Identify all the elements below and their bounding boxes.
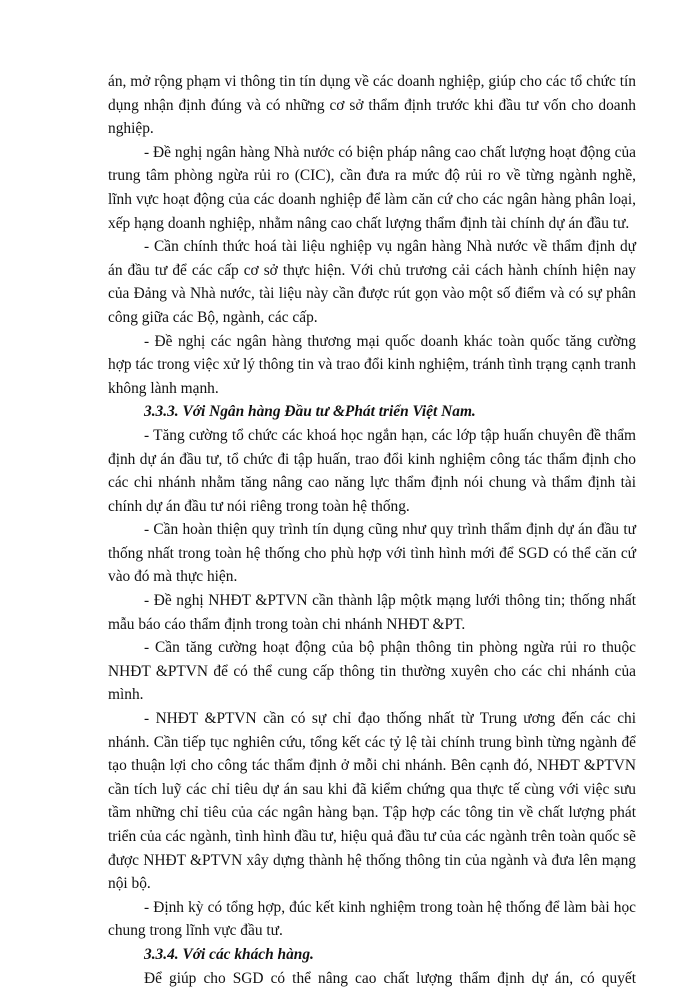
section-heading-3-3-3: 3.3.3. Với Ngân hàng Đầu tư &Phát triển Việt Nam. [144,403,476,421]
paragraph-continuation: án, mở rộng phạm vi thông tin tín dụng về các doanh nghiệp, giúp cho các tổ chức tín dụng nhận định đúng và có những cơ sở thẩm định trước khi đầu tư vốn cho doanh nghiệp. [108,73,636,138]
paragraph-cic-proposal: - Đề nghị ngân hàng Nhà nước có biện pháp nâng cao chất lượng hoạt động của trung tâm phòng ngừa rủi ro (CIC), cần đưa ra mức độ rủi ro về từng ngành nghề, lĩnh vực hoạt động của các doanh nghiệp để làm căn cứ cho các ngân hàng phân loại, xếp hạng doanh nghiệp, nhằm nâng cao chất lượng thẩm định tài chính dự án đầu tư. [108,143,636,232]
paragraph-risk-prevention: - Cần tăng cường hoạt động của bộ phận thông tin phòng ngừa rủi ro thuộc NHĐT &PTVN để có thể cung cấp thông tin thường xuyên cho các chi nhánh của mình. [108,639,636,704]
paragraph-customers-intro: Để giúp cho SGD có thể nâng cao chất lượng thẩm định dự án, có quyết [144,969,636,987]
document-page [108,70,636,990]
paragraph-credit-process: - Cần hoàn thiện quy trình tín dụng cũng như quy trình thẩm định dự án đầu tư thống nhất trong toàn hệ thống cho phù hợp với tình hình mới để SGD có thể căn cứ vào đó mà thực hiện. [108,521,636,586]
paragraph-cooperation: - Đề nghị các ngân hàng thương mại quốc doanh khác toàn quốc tăng cường hợp tác trong việc xử lý thông tin và trao đổi kinh nghiệm, tránh tình trạng cạnh tranh không lành mạnh. [108,332,636,397]
section-heading-3-3-4: 3.3.4. Với các khách hàng. [144,945,314,963]
paragraph-information-network: - Đề nghị NHĐT &PTVN cần thành lập mộtk mạng lưới thông tin; thống nhất mẫu báo cáo thẩm định trong toàn chi nhánh NHĐT &PT. [108,592,636,633]
paragraph-formalize-documents: - Cần chính thức hoá tài liệu nghiệp vụ ngân hàng Nhà nước về thẩm định dự án đầu tư để các cấp cơ sở thực hiện. Với chủ trương cải cách hành chính hiện nay của Đảng và Nhà nước, tài liệu này cần được rút gọn vào một số điểm và có sự phân công giữa các Bộ, ngành, các cấp. [108,238,636,326]
paragraph-periodic-review: - Định kỳ có tổng hợp, đúc kết kinh nghiệm trong toàn hệ thống để làm bài học chung trong lĩnh vực đầu tư. [108,898,636,940]
paragraph-training: - Tăng cường tổ chức các khoá học ngắn hạn, các lớp tập huấn chuyên đề thẩm định dự án đầu tư, tổ chức đi tập huấn, trao đổi kinh nghiệm công tác thẩm định cho các chi nhánh nhằm tăng nâng cao năng lực thẩm định nói chung và thẩm định tài chính dự án đầu tư nói riêng trong toàn hệ thống. [108,426,636,515]
paragraph-central-direction: - NHĐT &PTVN cần có sự chỉ đạo thống nhất từ Trung ương đến các chi nhánh. Cần tiếp tục nghiên cứu, tổng kết các tỷ lệ tài chính trung bình từng ngành để tạo thuận lợi cho công tác thẩm định ở mỗi chi nhánh. Bên cạnh đó, NHĐT &PTVN cần tích luỹ các chỉ tiêu dự án sau khi đã kiểm chứng qua thực tế cùng với việc sưu tầm những chỉ tiêu của các ngân hàng bạn. Tập hợp các tông tin về chất lượng phát triển của các ngành, tình hình đầu tư, hiệu quả đầu tư của các ngành trên toàn quốc sẽ được NHĐT &PTVN xây dựng thành hệ thống thông tin của ngành và đưa lên mạng nội bộ. [108,710,636,893]
